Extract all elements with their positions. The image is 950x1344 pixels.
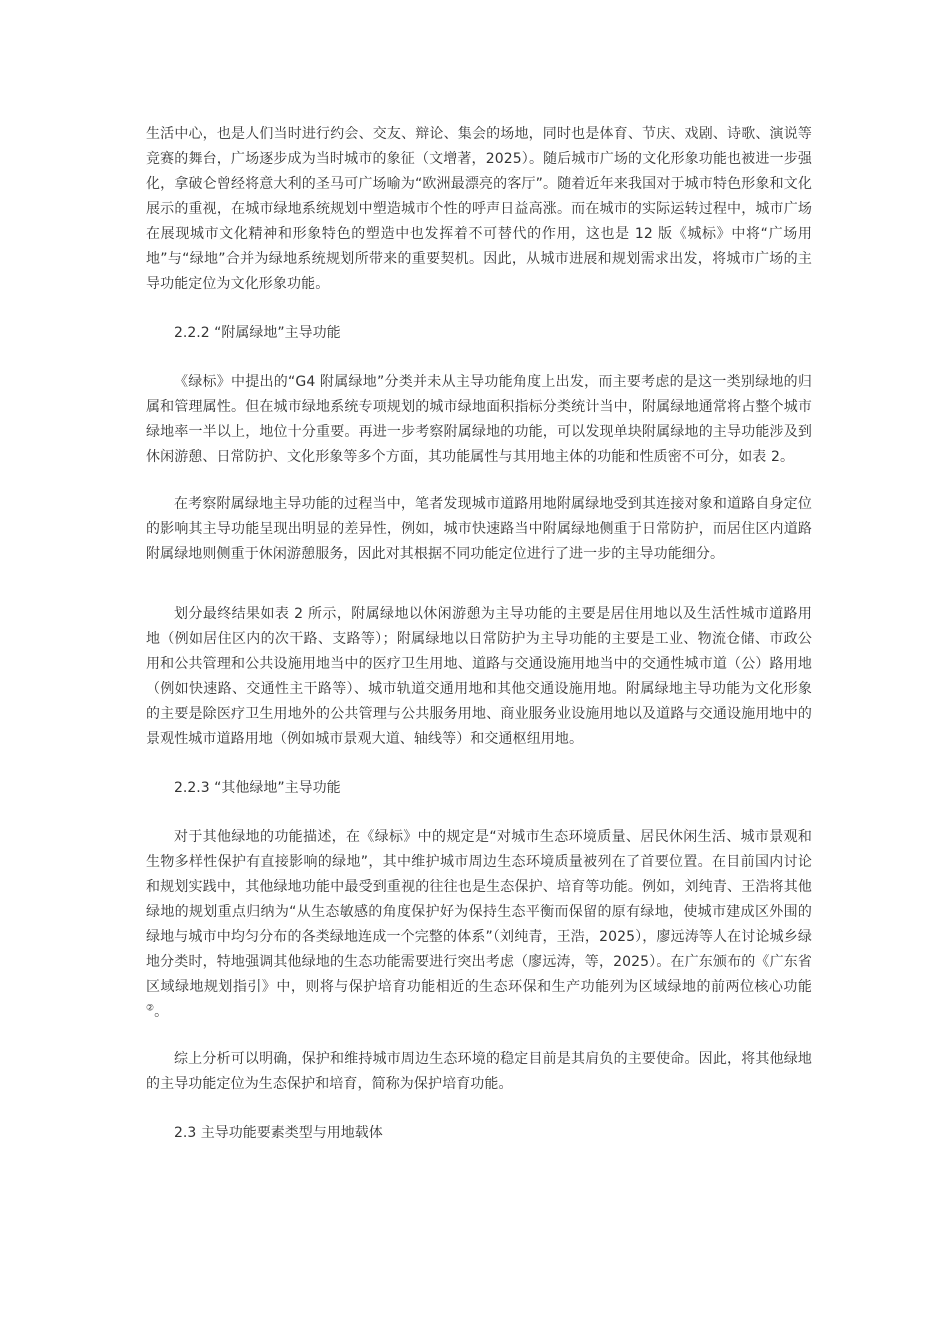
paragraph-other-green-function [146,825,812,1025]
paragraph-plaza-culture: 生活中心，也是人们当时进行约会、交友、辩论、集会的场地，同时也是体育、节庆、戏剧、诗歌、演说等竞赛的舞台，广场逐步成为当时城市的象征（文增著，2025）。随后城市广场的文化形象功能也被进一步强化，拿破仑曾经将意大利的圣马可广场喻为“欧洲最漂亮的客厅”。随着近年来我国对于城市特色形象和文化展示的重视，在城市绿地系统规划中塑造城市个性的呼声日益高涨。而在城市的实际运转过程中，城市广场在展现城市文化精神和形象特色的塑造中也发挥着不可替代的作用，这也是 12 版《城标》中将“广场用地”与“绿地”合并为绿地系统规划所带来的重要契机。因此，从城市进展和规划需求出发，将城市广场的主导功能定位为文化形象功能。 [146,126,812,292]
paragraph-other-green-text: 对于其他绿地的功能描述，在《绿标》中的规定是“对城市生态环境质量、居民休闲生活、城市景观和生物多样性保护有直接影响的绿地”，其中维护城市周边生态环境质量被列在了首要位置。在目前国内讨论和规划实践中，其他绿地功能中最受到重视的往往也是生态保护、培育等功能。例如，刘纯青、王浩将其他绿地的规划重点归纳为“从生态敏感的角度保护好为保持生态平衡而保留的原有绿地，使城市建成区外围的绿地与城市中均匀分布的各类绿地连成一个完整的体系”（刘纯青，王浩，2025），廖远涛等人在讨论城乡绿地分类时，特地强调其他绿地的生态功能需要进行突出考虑（廖远涛，等，2025）。在广东颁布的《广东省区域绿地规划指引》中，则将与保护培育功能相近的生态环保和生产功能列为区域绿地的前两位核心功能 [146,829,812,995]
footnote-marker: ② [146,1003,155,1014]
section-heading-2-3: 2.3 主导功能要素类型与用地载体 [174,1125,383,1141]
paragraph-other-green-end: 。 [154,1004,169,1020]
paragraph-classification-result: 划分最终结果如表 2 所示，附属绿地以休闲游憩为主导功能的主要是居住用地以及生活性城市道路用地（例如居住区内的次干路、支路等）；附属绿地以日常防护为主导功能的主要是工业、物流仓储、市政公用和公共管理和公共设施用地当中的医疗卫生用地、道路与交通设施用地当中的交通性城市道（公）路用地（例如快速路、交通性主干路等）、城市轨道交通用地和其他交通设施用地。附属绿地主导功能为文化形象的主要是除医疗卫生用地外的公共管理与公共服务用地、商业服务业设施用地以及道路与交通设施用地中的景观性城市道路用地（例如城市景观大道、轴线等）和交通枢纽用地。 [146,606,812,747]
section-heading-2-2-2: 2.2.2 “附属绿地”主导功能 [174,325,341,341]
document-body [146,122,812,1146]
paragraph-road-attached-green: 在考察附属绿地主导功能的过程当中，笔者发现城市道路用地附属绿地受到其连接对象和道路自身定位的影响其主导功能呈现出明显的差异性，例如，城市快速路当中附属绿地侧重于日常防护，而居住区内道路附属绿地则侧重于休闲游憩服务，因此对其根据不同功能定位进行了进一步的主导功能细分。 [146,496,812,562]
paragraph-conclusion: 综上分析可以明确，保护和维持城市周边生态环境的稳定目前是其肩负的主要使命。因此，将其他绿地的主导功能定位为生态保护和培育，简称为保护培育功能。 [146,1051,812,1092]
section-heading-2-2-3: 2.2.3 “其他绿地”主导功能 [174,780,341,796]
paragraph-attached-green-overview: 《绿标》中提出的“G4 附属绿地”分类并未从主导功能角度上出发，而主要考虑的是这一类别绿地的归属和管理属性。但在城市绿地系统专项规划的城市绿地面积指标分类统计当中，附属绿地通常将占整个城市绿地率一半以上，地位十分重要。再进一步考察附属绿地的功能，可以发现单块附属绿地的主导功能涉及到休闲游憩、日常防护、文化形象等多个方面，其功能属性与其用地主体的功能和性质密不可分，如表 2。 [146,374,812,465]
